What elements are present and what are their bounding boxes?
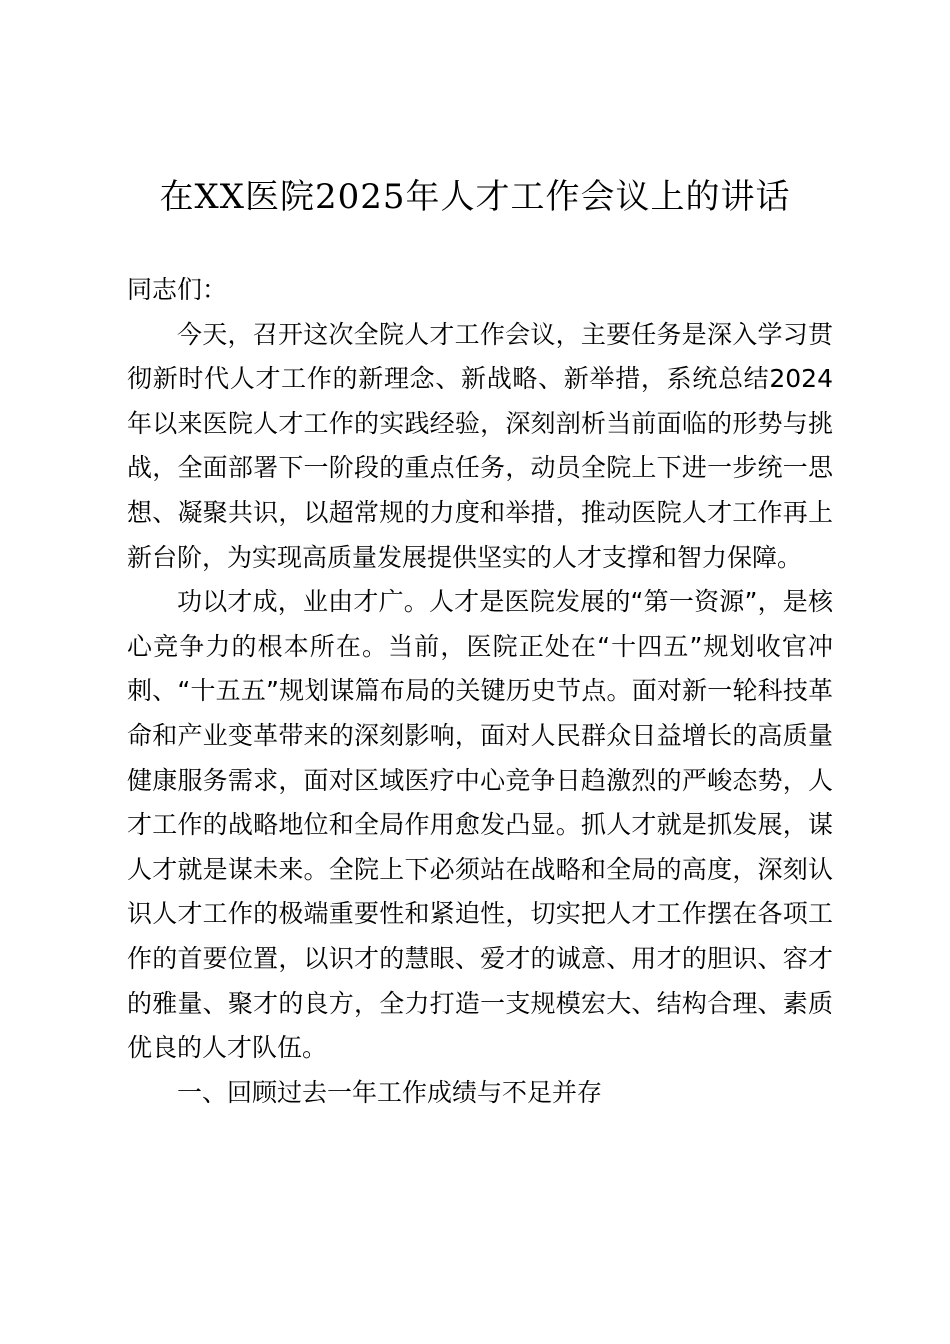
paragraph-talent-importance: 功以才成，业由才广。人才是医院发展的“第一资源”，是核心竞争力的根本所在。当前，医院正处在“十四五”规划收官冲刺、“十五五”规划谋篇布局的关键历史节点。面对新一轮科技革命和产业变革带来的深刻影响，面对人民群众日益增长的高质量健康服务需求，面对区域医疗中心竞争日趋激烈的严峻态势，人才工作的战略地位和全局作用愈发凸显。抓人才就是抓发展，谋人才就是谋未来。全院上下必须站在战略和全局的高度，深刻认识人才工作的极端重要性和紧迫性，切实把人才工作摆在各项工作的首要位置，以识才的慧眼、爱才的诚意、用才的胆识、容才的雅量、聚才的良方，全力打造一支规模宏大、结构合理、素质优良的人才队伍。 <box>127 587 833 1063</box>
document-title: 在XX医院2025年人才工作会议上的讲话 <box>159 177 791 217</box>
document-body <box>127 268 833 1115</box>
section-heading: 一、回顾过去一年工作成绩与不足并存 <box>177 1077 603 1107</box>
salutation: 同志们： <box>127 275 228 304</box>
paragraph-intro: 今天，召开这次全院人才工作会议，主要任务是深入学习贯彻新时代人才工作的新理念、新战略、新举措，系统总结2024年以来医院人才工作的实践经验，深刻剖析当前面临的形势与挑战，全面部署下一阶段的重点任务，动员全院上下进一步统一思想、凝聚共识，以超常规的力度和举措，推动医院人才工作再上新台阶，为实现高质量发展提供坚实的人才支撑和智力保障。 <box>127 319 833 572</box>
